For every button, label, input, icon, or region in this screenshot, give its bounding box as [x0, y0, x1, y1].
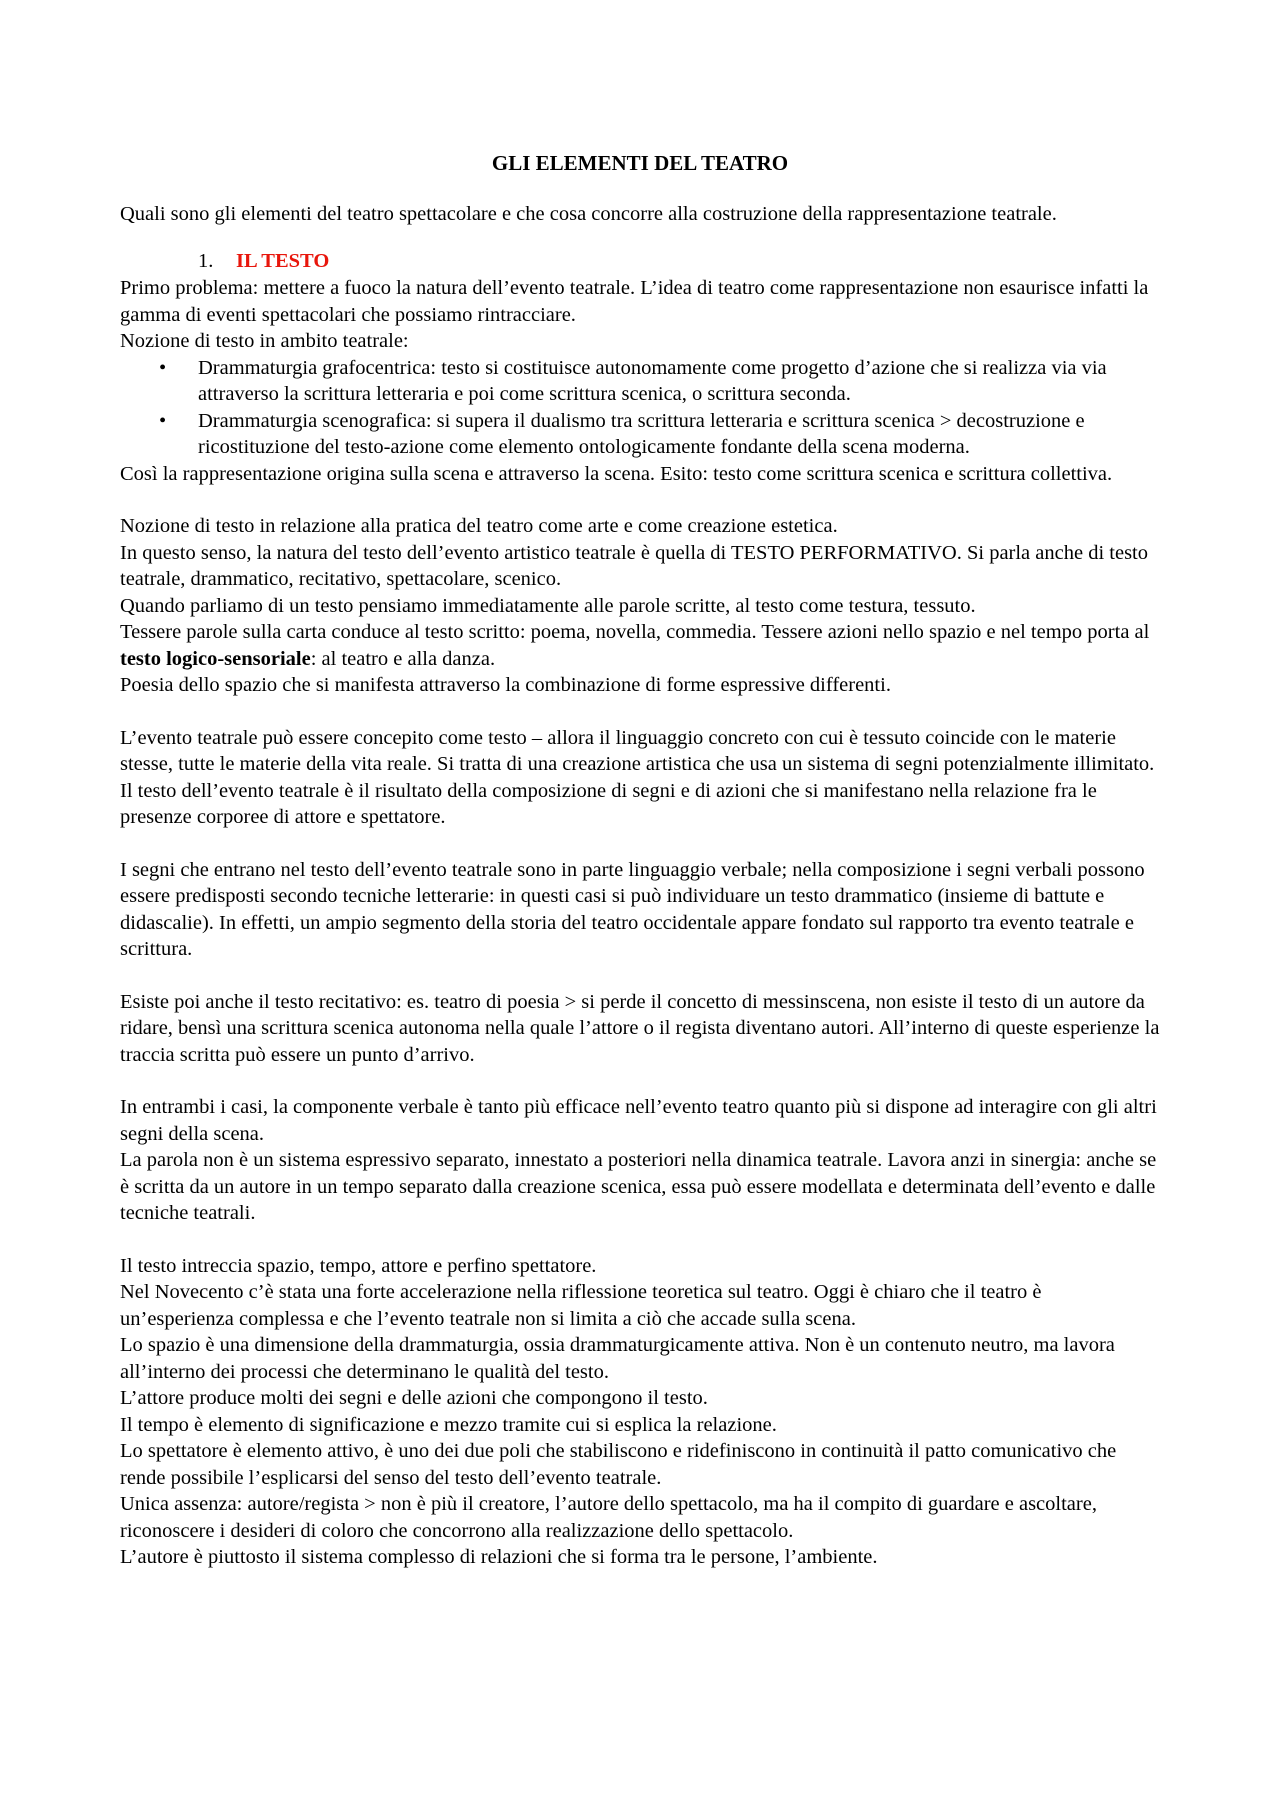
- paragraph-20: Unica assenza: autore/regista > non è più il creatore, l’autore dello spettacolo, ma ha il compito di guardare e ascoltare, riconoscere i desideri di coloro che concorrono alla realizzazione dello spettacolo.: [120, 1493, 1097, 1542]
- paragraph-7-text: Tessere parole sulla carta conduce al testo scritto: poema, novella, commedia. Tessere azioni nello spazio e nel tempo porta al: [120, 621, 1150, 643]
- spacer: [120, 487, 1160, 513]
- spacer: [120, 963, 1160, 989]
- spacer: [120, 1227, 1160, 1253]
- list-item: [120, 355, 1160, 408]
- section-heading: [120, 247, 1160, 275]
- paragraph-3: Così la rappresentazione origina sulla scena e attraverso la scena. Esito: testo come scrittura scenica e scrittura collettiva.: [120, 462, 1113, 485]
- paragraph-9: L’evento teatrale può essere concepito come testo – allora il linguaggio concreto con cui è tessuto coincide con le materie stesse, tutte le materie della vita reale. Si tratta di una creazione artistica che usa un sistema di segni potenzialmente illimitato. Il testo dell’evento teatrale è il risultato della composizione di segni e di azioni che si manifestano nella relazione fra le presenze corporee di attore e spettatore.: [120, 726, 1155, 828]
- paragraph-4: Nozione di testo in relazione alla pratica del teatro come arte e come creazione estetica.: [120, 515, 838, 537]
- section-number: 1.: [198, 250, 214, 272]
- list-item: [120, 408, 1160, 461]
- paragraph-8: Poesia dello spazio che si manifesta attraverso la combinazione di forme espressive differenti.: [120, 674, 891, 696]
- paragraph-14: Il testo intreccia spazio, tempo, attore e perfino spettatore.: [120, 1254, 597, 1277]
- paragraph-11: Esiste poi anche il testo recitativo: es. teatro di poesia > si perde il concetto di messinscena, non esiste il testo di un autore da ridare, bensì una scrittura scenica autonoma nella quale l’attore o il regista diventano autori. All’interno di queste esperienze la traccia scritta può essere un punto d’arrivo.: [120, 990, 1160, 1066]
- paragraph-16: Lo spazio è una dimensione della drammaturgia, ossia drammaturgicamente attiva. Non è un contenuto neutro, ma lavora all’interno dei processi che determinano le qualità del testo.: [120, 1334, 1115, 1383]
- intro-paragraph: Quali sono gli elementi del teatro spettacolare e che cosa concorre alla costruzione della rappresentazione teatrale.: [120, 202, 1057, 225]
- paragraph-1: Primo problema: mettere a fuoco la natura dell’evento teatrale. L’idea di teatro come rappresentazione non esaurisce infatti la gamma di eventi spettacolari che possiamo rintracciare.: [120, 277, 1149, 326]
- bullet-marker: •: [159, 409, 167, 432]
- spacer: [120, 831, 1160, 857]
- paragraph-5: In questo senso, la natura del testo dell’evento artistico teatrale è quella di TESTO PERFORMATIVO. Si parla anche di testo teatrale, drammatico, recitativo, spettacolare, scenico.: [120, 541, 1148, 590]
- paragraph-6: Quando parliamo di un testo pensiamo immediatamente alle parole scritte, al testo come testura, tessuto.: [120, 594, 976, 617]
- paragraph-15: Nel Novecento c’è stata una forte accelerazione nella riflessione teoretica sul teatro. Oggi è chiaro che il teatro è un’esperienza complessa e che l’evento teatrale non si limita a ciò che accade sulla scena.: [120, 1281, 1042, 1330]
- section-label: IL TESTO: [236, 250, 330, 272]
- paragraph-19: Lo spettatore è elemento attivo, è uno dei due poli che stabiliscono e ridefiniscono in continuità il patto comunicativo che rende possibile l’esplicarsi del senso del testo dell’evento teatrale.: [120, 1440, 1117, 1489]
- paragraph-12: In entrambi i casi, la componente verbale è tanto più efficace nell’evento teatro quanto più si dispone ad interagire con gli altri segni della scena.: [120, 1096, 1157, 1145]
- paragraph-10: I segni che entrano nel testo dell’evento teatrale sono in parte linguaggio verbale; nella composizione i segni verbali possono essere predisposti secondo tecniche letterarie: in questi casi si può individuare un testo drammatico (insieme di battute e didascalie). In effetti, un ampio segmento della storia del teatro occidentale appare fondato sul rapporto tra evento teatrale e scrittura.: [120, 858, 1145, 960]
- paragraph-7-text-end: : al teatro e alla danza.: [310, 647, 496, 670]
- paragraph-13: La parola non è un sistema espressivo separato, innestato a posteriori nella dinamica teatrale. Lavora anzi in sinergia: anche se è scritta da un autore in un tempo separato dalla creazione scenica, essa può essere modellata e determinata dell’evento e dalle tecniche teatrali.: [120, 1149, 1157, 1224]
- paragraph-17: L’attore produce molti dei segni e delle azioni che compongono il testo.: [120, 1387, 708, 1409]
- document-page: [120, 150, 1160, 1571]
- paragraph-7: [120, 619, 1160, 672]
- spacer: [120, 699, 1160, 725]
- list-item-text: Drammaturgia grafocentrica: testo si costituisce autonomamente come progetto d’azione che si realizza via via attraverso la scrittura letteraria e poi come scrittura scenica, o scrittura seconda.: [198, 356, 1107, 405]
- paragraph-7-bold-term: testo logico-sensoriale: [120, 647, 311, 670]
- list-item-text: Drammaturgia scenografica: si supera il dualismo tra scrittura letteraria e scrittura scenica > decostruzione e ricostituzione del testo-azione come elemento ontologicamente fondante della scena moderna.: [198, 409, 1085, 458]
- bullet-list: [120, 355, 1160, 461]
- paragraph-21: L’autore è piuttosto il sistema complesso di relazioni che si forma tra le persone, l’ambiente.: [120, 1546, 878, 1568]
- page-title: GLI ELEMENTI DEL TEATRO: [491, 151, 789, 175]
- paragraph-2: Nozione di testo in ambito teatrale:: [120, 330, 409, 352]
- spacer: [120, 1068, 1160, 1094]
- bullet-marker: •: [159, 356, 167, 379]
- paragraph-18: Il tempo è elemento di significazione e mezzo tramite cui si esplica la relazione.: [120, 1413, 777, 1436]
